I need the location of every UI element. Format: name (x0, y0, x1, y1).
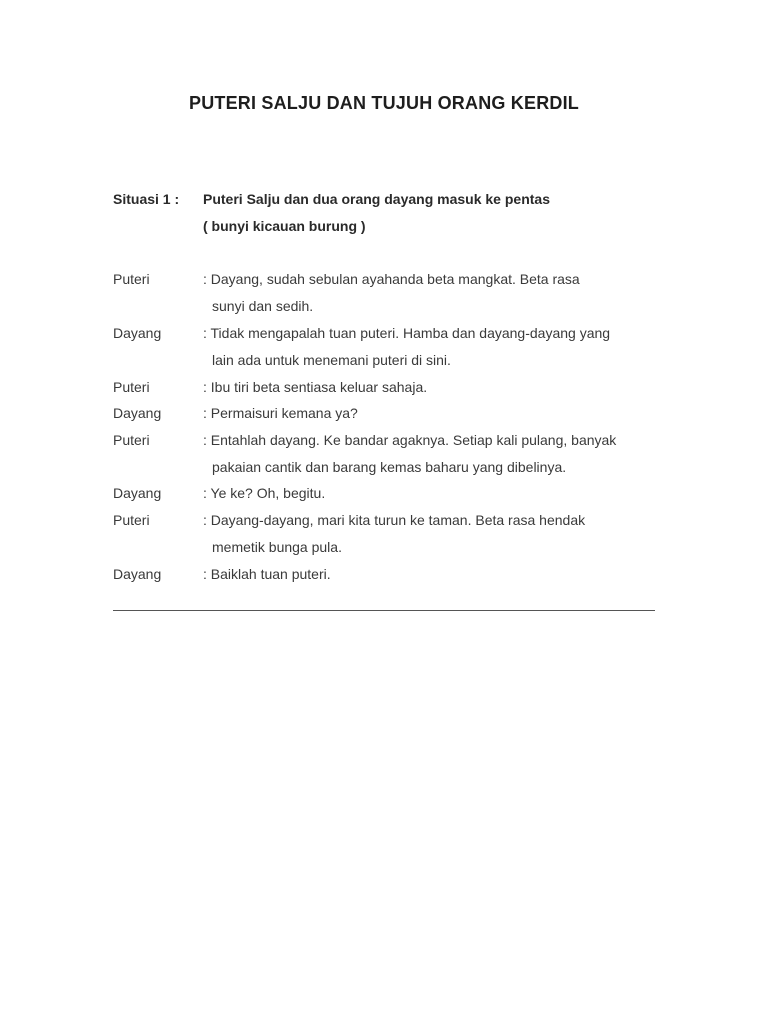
dialogue-line-continued: pakaian cantik dan barang kemas baharu yang dibelinya. (212, 459, 567, 475)
situasi-description: Puteri Salju dan dua orang dayang masuk ke pentas (203, 191, 550, 207)
dialogue-line: : Entahlah dayang. Ke bandar agaknya. Setiap kali pulang, banyak (203, 432, 617, 448)
dialogue-line-continued: memetik bunga pula. (212, 539, 342, 555)
dialogue-line: : Dayang-dayang, mari kita turun ke taman. Beta rasa hendak (203, 512, 586, 528)
dialogue-speaker: Dayang (113, 325, 162, 341)
dialogue-speaker: Puteri (113, 379, 150, 395)
situasi-sound-cue: ( bunyi kicauan burung ) (203, 218, 366, 234)
dialogue-speaker: Puteri (113, 271, 150, 287)
dialogue-line-continued: lain ada untuk menemani puteri di sini. (212, 352, 451, 368)
dialogue-speaker: Dayang (113, 405, 162, 421)
dialogue-speaker: Dayang (113, 485, 162, 501)
dialogue-line: : Ye ke? Oh, begitu. (203, 485, 326, 501)
situasi-label: Situasi 1 : (113, 191, 180, 207)
dialogue-speaker: Dayang (113, 566, 162, 582)
dialogue-line: : Permaisuri kemana ya? (203, 405, 358, 421)
dialogue-speaker: Puteri (113, 512, 150, 528)
dialogue-line: : Tidak mengapalah tuan puteri. Hamba dan dayang-dayang yang (203, 325, 611, 341)
dialogue-speaker: Puteri (113, 432, 150, 448)
dialogue-line-continued: sunyi dan sedih. (212, 298, 314, 314)
dialogue-line: : Baiklah tuan puteri. (203, 566, 331, 582)
section-divider (113, 610, 655, 611)
dialogue-line: : Ibu tiri beta sentiasa keluar sahaja. (203, 379, 428, 395)
dialogue-line: : Dayang, sudah sebulan ayahanda beta mangkat. Beta rasa (203, 271, 580, 287)
document-title: PUTERI SALJU DAN TUJUH ORANG KERDIL (188, 93, 580, 113)
